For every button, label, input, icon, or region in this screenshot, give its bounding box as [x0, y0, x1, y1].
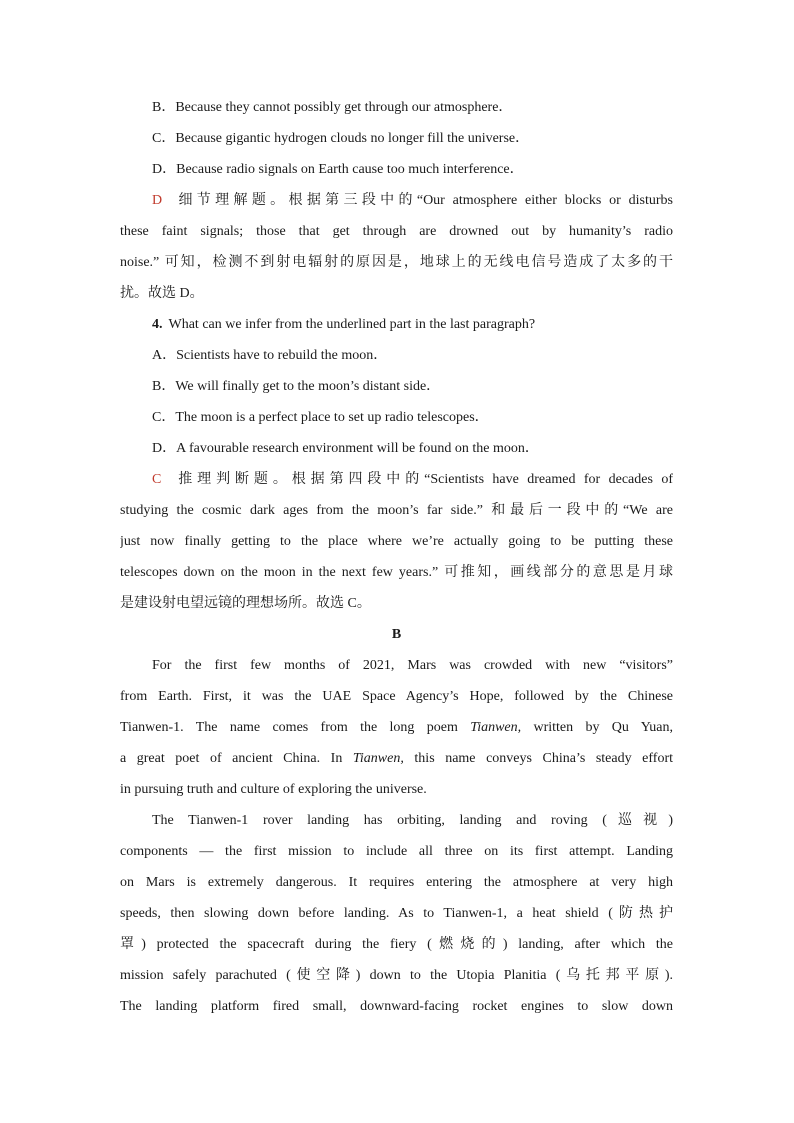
passage-p1-line-3	[120, 712, 673, 743]
q4-explanation-line-1	[120, 464, 673, 495]
q3-option-b: B．Because they cannot possibly get through our atmosphere．	[152, 100, 513, 115]
text-run: this name conveys China’s steady effort	[403, 751, 673, 766]
passage-p1-line-5: in pursuing truth and culture of exploring the universe.	[120, 782, 427, 797]
q3-explanation-line-2: these faint signals; those that get through are drowned out by humanity’s radio	[120, 224, 673, 239]
passage-p2-line-6: mission safely parachuted (使空降) down to the Utopia Planitia (乌托邦平原).	[120, 968, 673, 983]
q4-option-a: A．Scientists have to rebuild the moon．	[152, 348, 388, 363]
passage-p2-line-5: 罩) protected the spacecraft during the fiery (燃烧的) landing, after which the	[120, 937, 673, 952]
text-run: Tianwen-1. The name comes from the long poem	[120, 720, 471, 735]
q4-explanation-text: 推理判断题。根据第四段中的“Scientists have dreamed for decades of	[173, 472, 673, 487]
passage-p1-line-2: from Earth. First, it was the UAE Space Agency’s Hope, followed by the Chinese	[120, 689, 673, 704]
q4-answer-key: C	[152, 472, 162, 487]
q4-explanation-line-2: studying the cosmic dark ages from the moon’s far side.” 和最后一段中的“We are	[120, 503, 673, 518]
page-content	[120, 92, 673, 1022]
poem-title: Tianwen,	[470, 720, 522, 735]
q4-option-c: C．The moon is a perfect place to set up radio telescopes．	[152, 410, 489, 425]
q3-answer-key: D	[152, 193, 163, 208]
q4-number: 4.	[152, 317, 163, 332]
q3-explanation-line-3: noise.” 可知，检测不到射电辐射的原因是，地球上的无线电信号造成了太多的干	[120, 255, 673, 270]
passage-p2-line-1: The Tianwen-1 rover landing has orbiting, landing and roving (巡视)	[152, 813, 673, 828]
q3-option-d: D．Because radio signals on Earth cause too much interference．	[152, 162, 524, 177]
q4-explanation-line-3: just now finally getting to the place where we’re actually going to be putting these	[120, 534, 673, 549]
q3-option-c: C．Because gigantic hydrogen clouds no longer fill the universe．	[152, 131, 530, 146]
text-run: a great poet of ancient China. In	[120, 751, 353, 766]
q4-option-b: B．We will finally get to the moon’s distant side．	[152, 379, 441, 394]
q4-question-text: What can we infer from the underlined part in the last paragraph?	[168, 317, 536, 332]
q4-option-d: D．A favourable research environment will be found on the moon．	[152, 441, 539, 456]
q3-explanation-text: 细节理解题。根据第三段中的“Our atmosphere either blocks or disturbs	[174, 193, 673, 208]
q3-explanation-line-1	[120, 185, 673, 216]
q3-explanation-line-4: 扰。故选 D。	[120, 286, 204, 301]
passage-p2-line-2: components — the first mission to include all three on its first attempt. Landing	[120, 844, 673, 859]
passage-p1-line-1: For the first few months of 2021, Mars was crowded with new “visitors”	[152, 658, 673, 673]
q4-explanation-line-4: telescopes down on the moon in the next few years.” 可推知，画线部分的意思是月球	[120, 565, 673, 580]
passage-p2-line-3: on Mars is extremely dangerous. It requires entering the atmosphere at very high	[120, 875, 673, 890]
passage-p2-line-7: The landing platform fired small, downward-facing rocket engines to slow down	[120, 999, 673, 1014]
text-run: written by Qu Yuan,	[521, 720, 673, 735]
passage-p2-line-4: speeds, then slowing down before landing. As to Tianwen-1, a heat shield (防热护	[120, 906, 673, 921]
q4-question	[120, 309, 673, 340]
passage-p1-line-4	[120, 743, 673, 774]
section-heading: B	[391, 627, 402, 642]
poem-title: Tianwen,	[352, 751, 404, 766]
q4-explanation-line-5: 是建设射电望远镜的理想场所。故选 C。	[120, 596, 371, 611]
